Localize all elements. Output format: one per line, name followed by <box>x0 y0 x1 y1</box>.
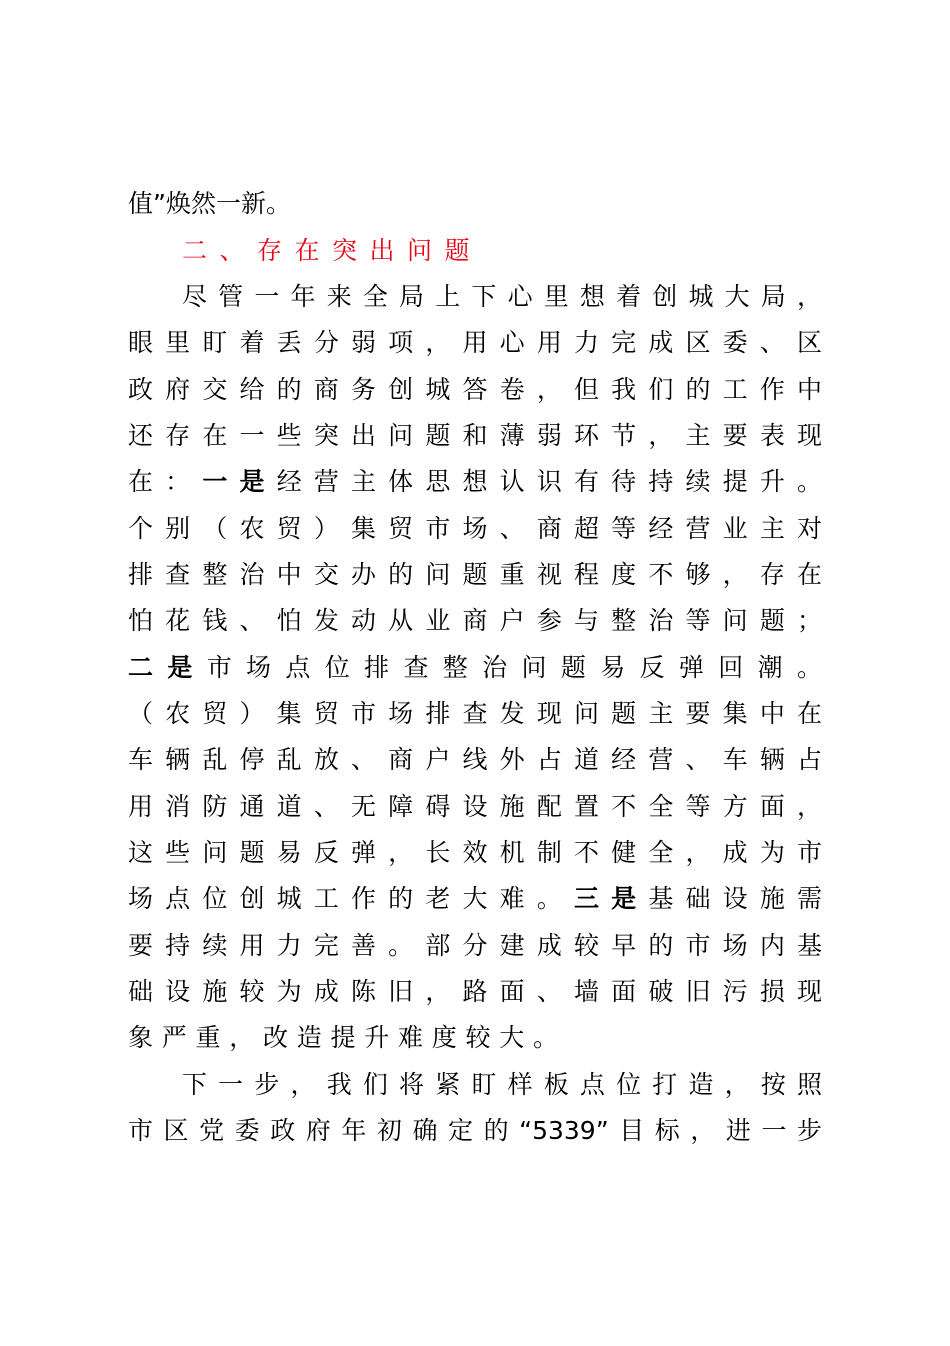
bold-label-three: 三是 <box>573 884 649 913</box>
paragraph-line: 政府交给的商务创城答卷，但我们的工作中 <box>128 375 822 404</box>
paragraph-line <box>128 648 822 688</box>
line-text: 市场点位排查整治问题易反弹回潮。 <box>206 653 822 682</box>
line-text: 基础设施需 <box>648 884 822 913</box>
bold-label-two: 二是 <box>128 653 207 682</box>
paragraph-line: 怕花钱、怕发动从业商户参与整治等问题； <box>128 606 822 635</box>
paragraph-line <box>128 184 822 224</box>
paragraph-line: 尽管一年来全局上下心里想着创城大局， <box>182 282 822 311</box>
paragraph-line: 这些问题易反弹，长效机制不健全，成为市 <box>128 838 822 867</box>
paragraph-line: 要持续用力完善。部分建成较早的市场内基 <box>128 931 822 960</box>
line-text: 场点位创城工作的老大难。 <box>128 884 574 913</box>
paragraph-line: （农贸）集贸市场排查发现问题主要集中在 <box>128 699 822 728</box>
paragraph-line: 市区党委政府年初确定的“5339”目标，进一步 <box>128 1116 822 1145</box>
paragraph-line: 车辆乱停乱放、商户线外占道经营、车辆占 <box>128 745 822 774</box>
line-text: 值”焕然一新。 <box>128 189 291 218</box>
paragraph-line: 个别（农贸）集贸市场、商超等经营业主对 <box>128 514 822 543</box>
section-heading: 二、存在突出问题 <box>182 236 483 265</box>
paragraph-line <box>128 462 822 502</box>
paragraph-line <box>128 879 822 919</box>
paragraph-line: 排查整治中交办的问题重视程度不够，存在 <box>128 560 822 589</box>
line-prefix: 在： <box>128 467 203 496</box>
paragraph-line: 眼里盯着丢分弱项，用心用力完成区委、区 <box>128 328 822 357</box>
paragraph-line: 础设施较为成陈旧，路面、墙面破旧污损现 <box>128 977 822 1006</box>
bold-label-one: 一是 <box>202 467 277 496</box>
paragraph-line: 用消防通道、无障碍设施配置不全等方面， <box>128 792 822 821</box>
paragraph-line: 还存在一些突出问题和薄弱环节，主要表现 <box>128 421 822 450</box>
paragraph-line: 象严重，改造提升难度较大。 <box>128 1023 567 1052</box>
line-text: 经营主体思想认识有待持续提升。 <box>276 467 822 496</box>
paragraph-line: 下一步，我们将紧盯样板点位打造，按照 <box>182 1070 822 1099</box>
